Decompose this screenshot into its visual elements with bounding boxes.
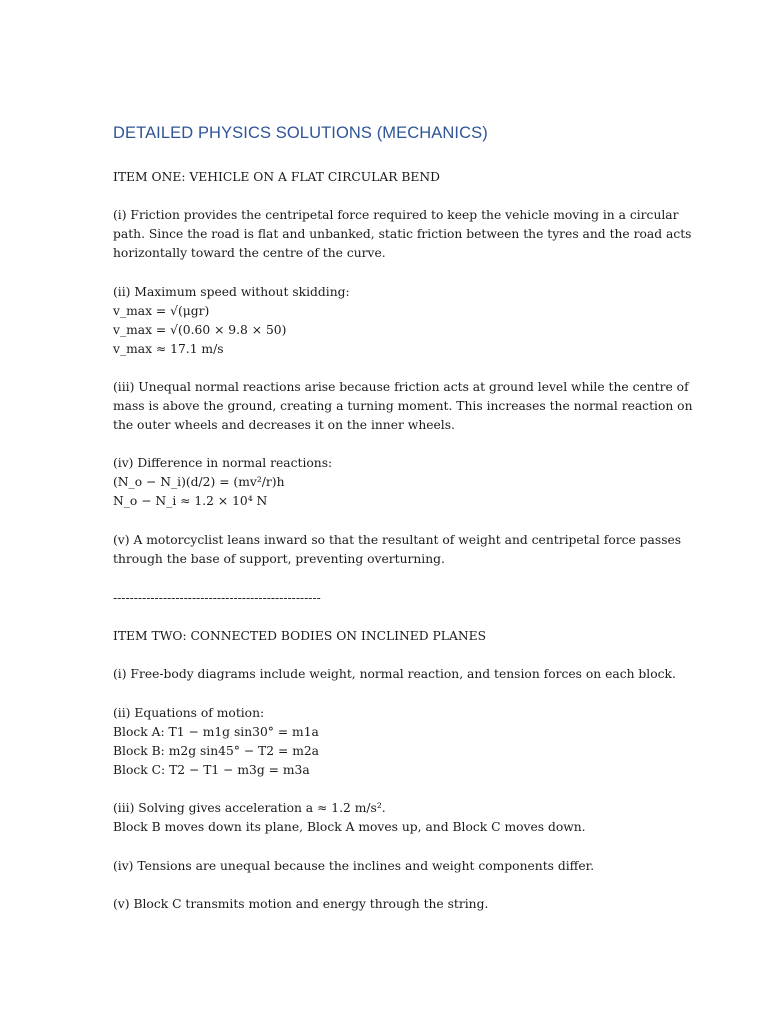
item-two-part-ii-line-2: Block A: T1 − m1g sin30° = m1a xyxy=(113,725,319,739)
item-two-part-ii-line-1: (ii) Equations of motion: xyxy=(113,706,265,720)
item-two-part-iv-line-1: (iv) Tensions are unequal because the inclines and weight components differ. xyxy=(113,859,595,873)
item-one-part-i-line-3: horizontally toward the centre of the curve. xyxy=(113,246,386,260)
item-two-part-i-line-1: (i) Free-body diagrams include weight, normal reaction, and tension forces on each block. xyxy=(113,667,676,681)
item-two-part-iii-line-2: Block B moves down its plane, Block A moves up, and Block C moves down. xyxy=(113,820,586,834)
item-one-part-v-line-1: (v) A motorcyclist leans inward so that the resultant of weight and centripetal force passes xyxy=(113,533,682,547)
item-one-part-iv-line-1: (iv) Difference in normal reactions: xyxy=(113,456,333,470)
item-two-part-ii-line-3: Block B: m2g sin45° − T2 = m2a xyxy=(113,744,320,758)
item-one-part-iii-line-3: the outer wheels and decreases it on the inner wheels. xyxy=(113,418,455,432)
item-one-part-iv-line-2: (N_o − N_i)(d/2) = (mv²/r)h xyxy=(113,475,285,489)
item-one-part-iv-line-3: N_o − N_i ≈ 1.2 × 10⁴ N xyxy=(113,494,268,508)
item-one-part-i-line-1: (i) Friction provides the centripetal force required to keep the vehicle moving in a circular xyxy=(113,208,679,222)
section-divider: -------------------------------------------------- xyxy=(113,591,321,605)
item-one-part-i-line-2: path. Since the road is flat and unbanked, static friction between the tyres and the road acts xyxy=(113,227,692,241)
item-one-part-ii-line-1: (ii) Maximum speed without skidding: xyxy=(113,285,350,299)
item-one-part-iii-line-1: (iii) Unequal normal reactions arise because friction acts at ground level while the centre of xyxy=(113,380,689,394)
item-two-part-ii-line-4: Block C: T2 − T1 − m3g = m3a xyxy=(113,763,310,777)
item-one-part-ii-line-2: v_max = √(μgr) xyxy=(113,304,210,318)
item-one-part-ii-line-4: v_max ≈ 17.1 m/s xyxy=(113,342,224,356)
item-one-part-v-line-2: through the base of support, preventing overturning. xyxy=(113,552,445,566)
document-title: DETAILED PHYSICS SOLUTIONS (MECHANICS) xyxy=(113,124,488,142)
item-one-part-ii-line-3: v_max = √(0.60 × 9.8 × 50) xyxy=(113,323,287,337)
item-two-part-iii-line-1: (iii) Solving gives acceleration a ≈ 1.2 m/s². xyxy=(113,801,386,815)
item-two-part-v-line-1: (v) Block C transmits motion and energy through the string. xyxy=(113,897,489,911)
item-one-heading: ITEM ONE: VEHICLE ON A FLAT CIRCULAR BEND xyxy=(113,170,441,184)
item-two-heading: ITEM TWO: CONNECTED BODIES ON INCLINED PLANES xyxy=(113,629,487,643)
item-one-part-iii-line-2: mass is above the ground, creating a turning moment. This increases the normal reaction on xyxy=(113,399,693,413)
